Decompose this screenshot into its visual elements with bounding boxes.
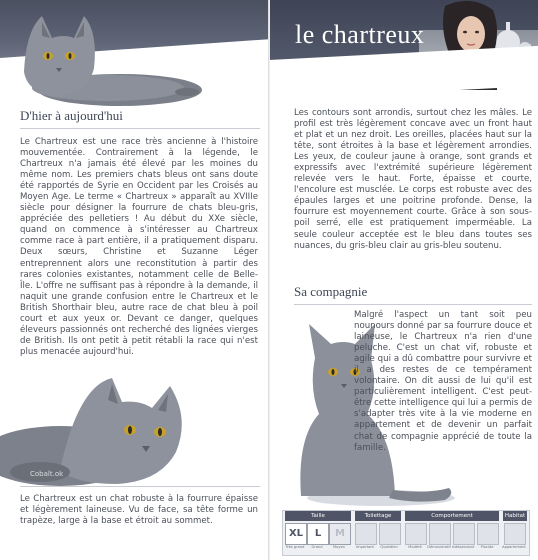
lying-cat-photo [12, 8, 202, 108]
section-heading-history: D'hier à aujourd'hui [20, 108, 123, 123]
traits-legend [282, 510, 530, 556]
size-l-caption: Grand [311, 545, 323, 549]
body-paragraph: Le Chartreux est un chat robuste à la fourrure épaisse et légèrement laineuse. Vu de face, sa tête forme un trapèze, large à la base et étroit au sommet. [20, 494, 258, 527]
page-fold [268, 0, 270, 560]
legend-group-behaviour [405, 511, 499, 555]
grooming-comb-icon [379, 523, 401, 545]
companion-paragraph [294, 310, 532, 454]
legend-habitat-title: Habitat [504, 513, 526, 519]
legend-group-size [285, 511, 351, 555]
heading-rule-companion [294, 304, 532, 305]
history-paragraph: Le Chartreux est une race très ancienne à l'histoire mouvementée. Contrairement à la légende, le Chartreux n'a jamais été élevé par les moines du même nom. Les premiers chats bleus ont sans doute été rapportés de Syrie en Occident par les Croisés au Moyen Age. Le terme « Chartreux » apparaît au XVIIIe siècle pour désigner la fourrure de chats bleu-gris, appréciée des pelletiers ! Au début du XXe siècle, quand on commence à s'intéresser au Chartreux comme race à part entière, il a pratiquement disparu. Deux sœurs, Christine et Suzanne Léger entreprennent alors une reconstitution à partir des rares colonies existantes, notamment celle de Belle-Île. L'offre ne suffisant pas à répondre à la demande, il naquit une grande confusion entre le Chartreux et le British Shorthair bleu, autre race de chat bleu à poil court et aux yeux or. Devant ce danger, quelques éleveurs passionnés ont recherché des lignées vierges de British. Ils ont petit à petit rétabli la race qui n'est plus menacée aujourd'hui. [20, 137, 258, 357]
legend-grooming-title: Toilettage [355, 511, 401, 521]
legend-behaviour-title: Comportement [405, 511, 499, 521]
body-rule [20, 486, 260, 487]
companion-text: Malgré l'aspect un tant soit peu nounours donné par sa fourrure douce et laineuse, le Chartreux n'a rien d'une peluche. C'est un chat vif, robuste et agile qui a dû combattre pour survivre et il a des restes de ce tempérament volontaire. On dit aussi de lui qu'il est particulièrement intelligent. C'est peut-être cette intelligence qui lui a permis de s'adapter très vite à la vie moderne en appartement et de devenir un parfait chat de compagnie apprécié de toute la famille. [354, 310, 532, 453]
section-heading-companion: Sa compagnie [294, 284, 368, 299]
behaviour-independent-icon [453, 523, 475, 545]
size-xl-caption: Très grand [285, 545, 305, 549]
legend-group-habitat [503, 511, 527, 555]
behaviour-moderate-icon [405, 523, 427, 545]
legend-size-title: Taille [285, 511, 351, 521]
heading-rule-history [20, 128, 260, 129]
size-m-caption: Moyen [333, 545, 345, 549]
description-paragraph: Les contours sont arrondis, surtout chez les mâles. Le profil est très légèrement concave avec un front haut et plat et un nez droit. Les oreilles, placées haut sur la tête, sont étroites à la base et légèrement arrondies. Les yeux, de couleur jaune à orange, sont grands et expressifs avec l'extrémité supérieure légèrement relevée vers le haut. Forte, épaisse et courte, l'encolure est musclée. Le corps est robuste avec des épaules larges et une poitrine profonde. Dense, la fourrure est moyennement courte. Grâce à son sous-poil serré, elle est pratiquement imperméable. La seule couleur acceptée est le bleu dans toutes ses nuances, du gris-bleu clair au gris-bleu soutenu. [294, 108, 532, 251]
size-xl: XL [285, 523, 307, 545]
brand-title: le chartreux [295, 20, 425, 49]
behaviour-caption-4: Placide [480, 545, 494, 549]
grooming-caption-1: Important [356, 545, 374, 549]
grooming-brush-icon [355, 523, 377, 545]
legend-group-grooming [355, 511, 401, 555]
cat-lying-closeup-photo [0, 360, 269, 488]
size-l: L [307, 523, 329, 545]
right-page [269, 0, 538, 560]
behaviour-caption-2: Démonstratif [427, 545, 451, 549]
behaviour-caption-1: Modéré [408, 545, 422, 549]
behaviour-placid-icon [477, 523, 499, 545]
photo-credit: Cobalt.ok [30, 470, 64, 478]
grooming-caption-2: Quotidien [380, 545, 398, 549]
habitat-apartment-icon [504, 523, 526, 545]
behaviour-caption-3: Indépendant [451, 545, 475, 549]
habitat-caption: Appartement [502, 545, 526, 549]
size-m: M [329, 523, 351, 545]
behaviour-demonstrative-icon [429, 523, 451, 545]
